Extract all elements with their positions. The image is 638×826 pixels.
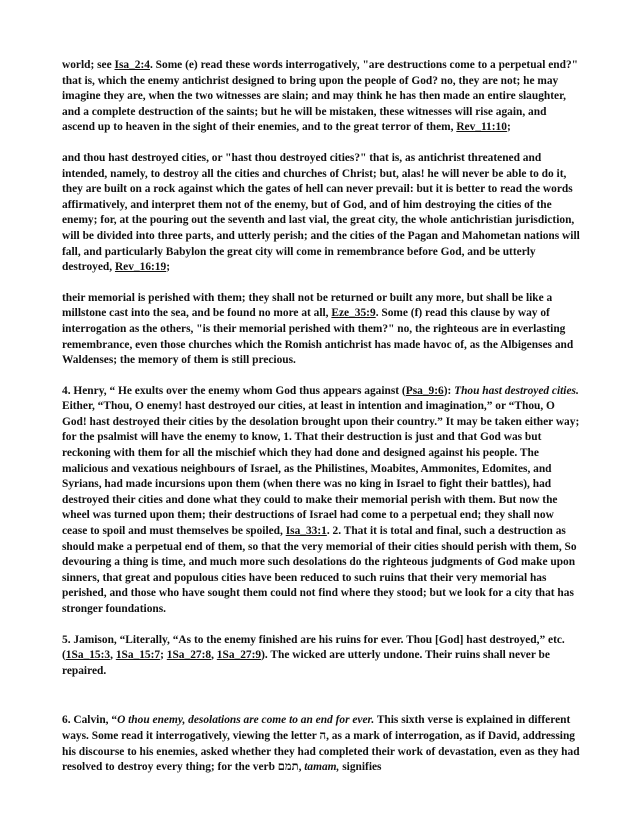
body-text: ;	[506, 121, 511, 134]
scripture-reference-link[interactable]: Eze_35:9	[331, 307, 376, 320]
document-body	[62, 58, 580, 776]
paragraph	[62, 384, 580, 618]
scripture-reference-link[interactable]: Psa_9:6	[405, 384, 444, 397]
body-text: . 2. That it is total and final, such a destruction as should make a perpetual end of them, so that the very memorial of their cities should perish with them, So devouring a thing is time, and much more such desolations do the righteous judgments of God make upon sinners, that great and populous cities have been reduced to such ruins that their very memorial has perished, and those who have sought them could not find where they stood; but we look for a city that has stronger foundations.	[62, 525, 577, 615]
body-text: This sixth verse is explained in different ways. Some read it interrogatively, viewing the letter ה, as a mark of interrogation, as if David, addressing his discourse to his enemies, asked whether they had completed their work of devastation, even as they had resolved to destroy every thing; for the verb תמם,	[62, 714, 580, 774]
paragraph	[62, 713, 580, 775]
body-text: 4. Henry, “ He exults over the enemy whom God thus appears against (	[62, 384, 406, 397]
scripture-reference-link[interactable]: Rev_16:19	[114, 261, 167, 274]
scripture-reference-link[interactable]: Isa_33:1	[285, 525, 327, 538]
scripture-reference-link[interactable]: 1Sa_15:3	[65, 649, 111, 662]
body-text: signifies	[339, 761, 382, 774]
paragraph	[62, 58, 580, 136]
scripture-reference-link[interactable]: 1Sa_27:8	[166, 649, 212, 662]
body-text: ;	[160, 649, 167, 662]
body-text: ):	[443, 384, 455, 397]
italic-text: tamam,	[304, 761, 340, 774]
body-text: ). The wicked are utterly undone. Their ruins shall never be repaired.	[62, 649, 550, 677]
paragraph	[62, 633, 580, 680]
italic-text: Thou hast destroyed cities.	[454, 384, 579, 397]
scripture-reference-link[interactable]: Isa_2:4	[114, 59, 150, 71]
scripture-reference-link[interactable]: 1Sa_15:7	[115, 649, 161, 662]
body-text: . Some (e) read these words interrogatively, "are destructions come to a perpetual end?" that is, which the enemy antichrist designed to bring upon the people of God? no, they are not; he may imagine they are, when the two witnesses are slain; and may think he has then made an entire slaughter, and a complete destruction of the saints; but he will be mistaken, these witnesses will rise again, and ascend up to heaven in the sight of their enemies, and to the great terror of them,	[62, 59, 578, 134]
body-text: ;	[166, 261, 170, 274]
body-text: their memorial is perished with them; they shall not be returned or built any more, but shall be like a millstone cast into the sea, and be found no more at all,	[62, 291, 553, 320]
scripture-reference-link[interactable]: Rev_11:10	[456, 121, 507, 134]
italic-text: O thou enemy, desolations are come to an end for ever.	[117, 714, 375, 727]
scripture-reference-link[interactable]: 1Sa_27:9	[216, 649, 262, 662]
body-text: 6. Calvin, “	[62, 714, 118, 727]
body-text: world; see	[62, 59, 115, 71]
paragraph	[62, 151, 580, 276]
body-text: ,	[110, 649, 116, 662]
body-text: ,	[211, 649, 217, 662]
body-text: and thou hast destroyed cities, or "hast thou destroyed cities?" that is, as antichrist threatened and intended, namely, to destroy all the cities and churches of Christ; but, alas! he will never be able to do it, they are built on a rock against which the gates of hell can never prevail: but it is better to read the words affirmatively, and interpret them not of the enemy, but of God, and of him destroying the cities of the enemy; for, at the pouring out the seventh and last vial, the great city, the whole antichristian jurisdiction, will be divided into three parts, and utterly perish; and the cities of the Pagan and Mahometan nations will fall, and particularly Babylon the great city will come in remembrance before God, and be utterly destroyed,	[62, 151, 580, 274]
body-text: . Some (f) read this clause by way of interrogation as the others, "is their memorial perished with them?" no, the righteous are in everlasting remembrance, even those churches which the Romish antichrist has made havoc of, as the Albigenses and Waldenses; the memory of them is still precious.	[62, 307, 574, 367]
body-text: 5. Jamison, “Literally, “As to the enemy finished are his ruins for ever. Thou [God] hast destroyed,” etc. (	[62, 633, 565, 662]
paragraph	[62, 291, 580, 369]
body-text: Either, “Thou, O enemy! hast destroyed our cities, at least in intention and imagination,” or “Thou, O God! hast destroyed their cities by the desolation brought upon their country.” It may be taken either way; for the psalmist will have the enemy to know, 1. That their destruction is just and that God was but reckoning with them for all the mischief which they had done and designed against his people. The malicious and vexatious neighbours of Israel, as the Philistines, Moabites, Ammonites, Edomites, and Syrians, had made incursions upon them (when there was no king in Israel to fight their battles), had destroyed their cities and done what they could to make their memorial perish with them. But now the wheel was turned upon them; their destructions of Israel had come to a perpetual end; they shall now cease to spoil and must themselves be spoiled,	[62, 400, 580, 538]
